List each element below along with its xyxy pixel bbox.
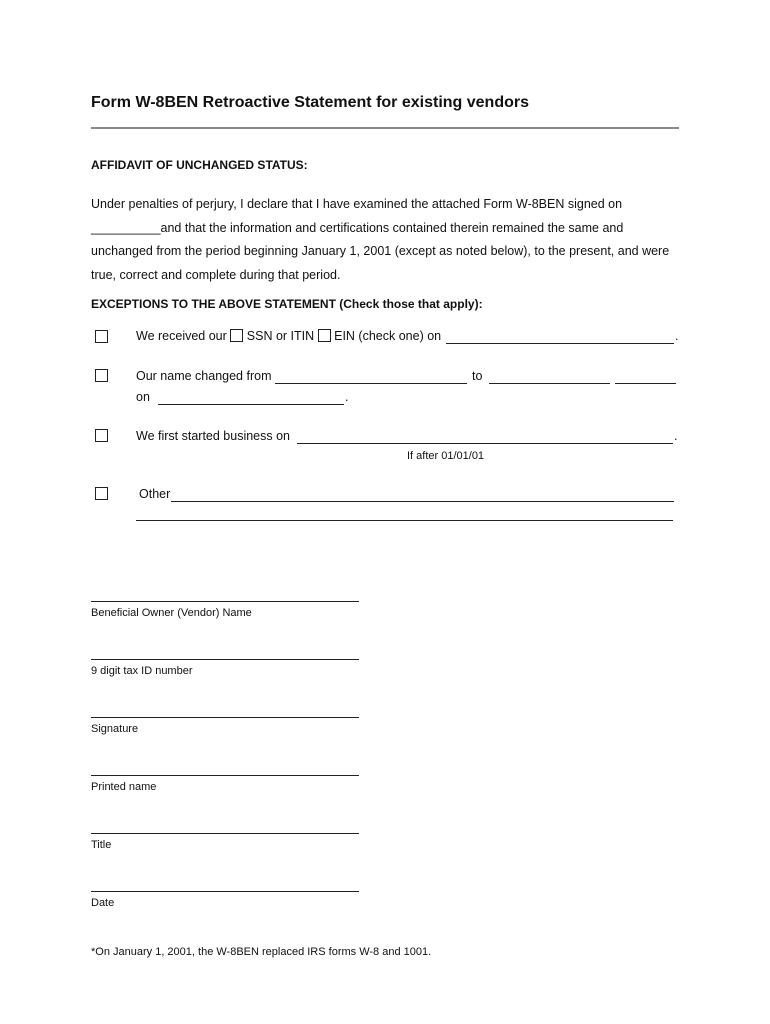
date-line[interactable]: [91, 891, 359, 892]
name-changed-period: .: [345, 390, 349, 404]
title-divider: [91, 127, 679, 129]
new-name-line-2[interactable]: [615, 383, 676, 384]
name-changed-on: on: [136, 390, 150, 404]
affidavit-heading: AFFIDAVIT OF UNCHANGED STATUS:: [91, 158, 308, 172]
title-label: Title: [91, 839, 112, 851]
name-changed-label: Our name changed from: [136, 369, 272, 383]
printed-name-line[interactable]: [91, 775, 359, 776]
other-checkbox[interactable]: [95, 487, 108, 500]
name-changed-checkbox[interactable]: [95, 369, 108, 382]
received-id-checkbox[interactable]: [95, 330, 108, 343]
new-name-line[interactable]: [489, 383, 610, 384]
other-label: Other: [139, 487, 171, 501]
form-title: Form W-8BEN Retroactive Statement for existing vendors: [91, 94, 529, 111]
received-id-row: We received our SSN or ITIN EIN (check one) on: [136, 329, 442, 343]
started-business-checkbox[interactable]: [95, 429, 108, 442]
statement-line-2: __________and that the information and certifications contained therein remained the same and: [91, 220, 624, 235]
statement-line-4: true, correct and complete during that period.: [91, 267, 341, 282]
name-changed-to: to: [472, 369, 483, 383]
ein-checkbox[interactable]: [318, 329, 331, 342]
date-label: Date: [91, 897, 115, 909]
received-date-line[interactable]: [446, 343, 674, 344]
other-line-1[interactable]: [171, 501, 674, 502]
footnote: *On January 1, 2001, the W-8BEN replaced IRS forms W-8 and 1001.: [91, 946, 432, 958]
ssn-itin-checkbox[interactable]: [230, 329, 243, 342]
received-period: .: [675, 329, 679, 343]
vendor-name-line[interactable]: [91, 601, 359, 602]
title-line[interactable]: [91, 833, 359, 834]
started-business-period: .: [674, 429, 678, 443]
tax-id-line[interactable]: [91, 659, 359, 660]
started-business-note: If after 01/01/01: [407, 450, 485, 462]
vendor-name-label: Beneficial Owner (Vendor) Name: [91, 607, 252, 619]
started-business-label: We first started business on: [136, 429, 291, 443]
statement-line-3: unchanged from the period beginning January 1, 2001 (except as noted below), to the present, and were: [91, 244, 670, 258]
former-name-line[interactable]: [275, 383, 467, 384]
statement-line-1: Under penalties of perjury, I declare that I have examined the attached Form W-8BEN signed on: [91, 197, 623, 211]
statement-paragraph: [91, 193, 691, 287]
tax-id-label: 9 digit tax ID number: [91, 665, 193, 677]
signature-line[interactable]: [91, 717, 359, 718]
other-line-2[interactable]: [136, 520, 673, 521]
signed-date-blank[interactable]: __________: [91, 220, 161, 235]
printed-name-label: Printed name: [91, 781, 157, 793]
exceptions-heading: EXCEPTIONS TO THE ABOVE STATEMENT (Check those that apply):: [91, 297, 483, 311]
started-business-date-line[interactable]: [297, 443, 673, 444]
signature-label: Signature: [91, 723, 139, 735]
name-changed-date-line[interactable]: [158, 404, 344, 405]
